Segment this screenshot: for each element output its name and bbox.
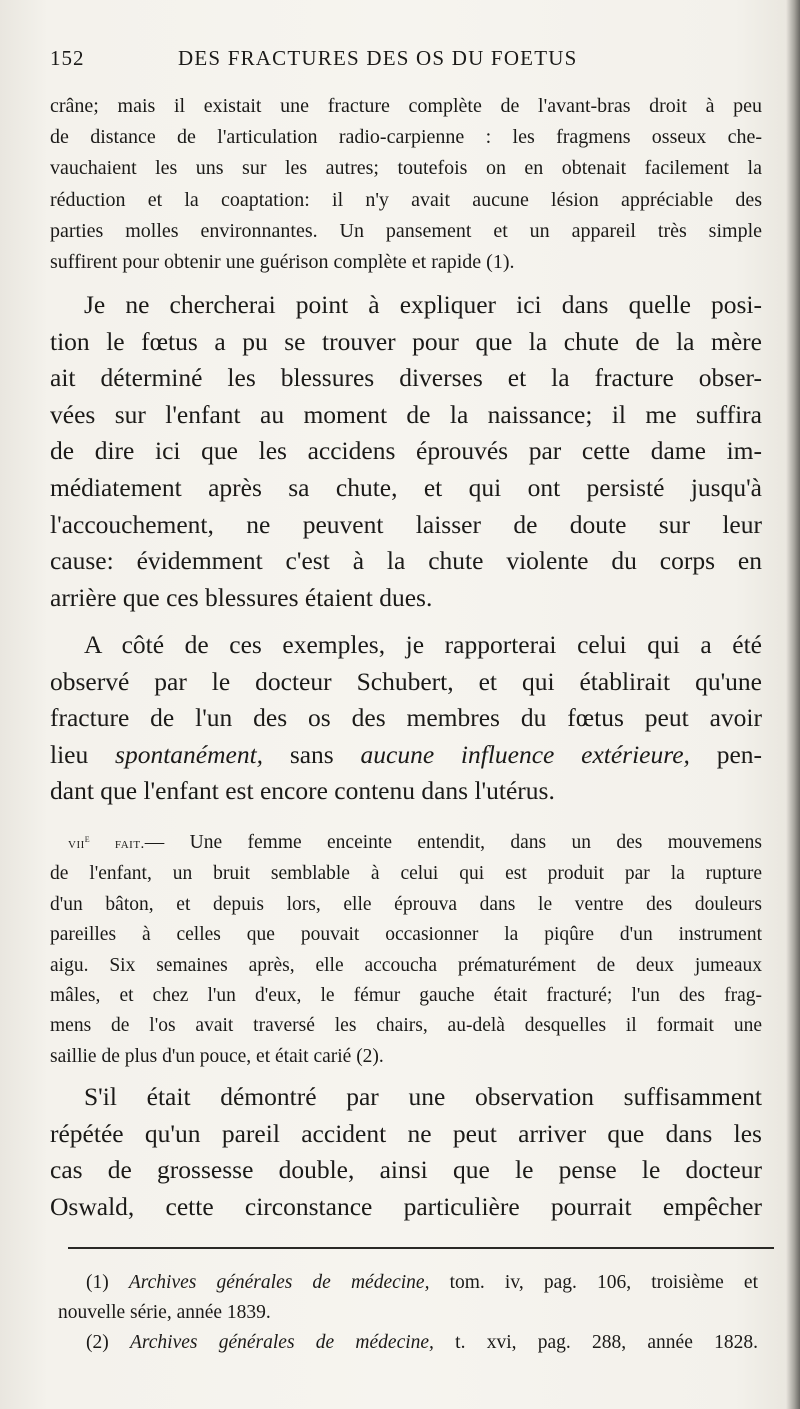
italic-run: spontanément,	[115, 739, 264, 769]
fact-number: vii	[68, 836, 85, 852]
page-header	[50, 42, 762, 76]
text-line: d'un bâton, et depuis lors, elle éprouva dans le ventre des douleurs	[50, 893, 762, 915]
paragraph-discussion	[50, 287, 762, 616]
paragraph-oswald	[50, 1079, 762, 1225]
footnote-title: Archives générales de médecine,	[129, 1332, 434, 1353]
page-edge-shadow	[786, 0, 800, 1409]
footnote-marker: (2)	[86, 1332, 130, 1353]
text-line: de dire ici que les accidens éprouvés par cette dame im-	[50, 436, 762, 466]
text-line: ait déterminé les blessures diverses et la fracture obser-	[50, 363, 762, 393]
text-line: fracture de l'un des os des membres du fœtus peut avoir	[50, 703, 762, 733]
footnote-citation: tom. iv, pag. 106, troisième et	[429, 1272, 758, 1293]
text-run: lieu	[50, 739, 116, 769]
footnote-1	[58, 1268, 758, 1298]
text-line: crâne; mais il existait une fracture complète de l'avant-bras droit à peu	[50, 95, 762, 117]
text-line: suffirent pour obtenir une guérison complète et rapide (1).	[50, 251, 515, 274]
text-line: Je ne chercherai point à expliquer ici dans quelle posi-	[84, 290, 762, 319]
page-number: 152	[50, 46, 85, 70]
text-line-mixed	[50, 823, 762, 859]
text-line: pareilles à celles que pouvait occasionner la piqûre d'un instrument	[50, 924, 762, 946]
text-line: de l'enfant, un bruit semblable à celui qui est produit par la rupture	[50, 863, 762, 885]
running-title: DES FRACTURES DES OS DU FOETUS	[178, 46, 578, 70]
footnote-2	[58, 1328, 758, 1358]
text-line: réduction et la coaptation: il n'y avait aucune lésion appréciable des	[50, 188, 762, 211]
text-line: arrière que ces blessures étaient dues.	[50, 582, 433, 612]
text-line: S'il était démontré par une observation suffisamment	[84, 1082, 762, 1111]
text-run: sans	[263, 739, 361, 769]
text-line: parties molles environnantes. Un pansement et un appareil très simple	[50, 219, 762, 242]
text-run: pen-	[689, 739, 762, 769]
footnote-divider	[68, 1247, 774, 1249]
text-line: répétée qu'un pareil accident ne peut arriver que dans les	[50, 1118, 762, 1148]
footnotes	[58, 1268, 758, 1358]
text-line: cas de grossesse double, ainsi que le pense le docteur	[50, 1155, 762, 1185]
text-line: médiatement après sa chute, et qui ont persisté jusqu'à	[50, 472, 762, 502]
text-line: observé par le docteur Schubert, et qui établirait qu'une	[50, 666, 762, 696]
fact-paragraph	[50, 823, 762, 1072]
text-line: vées sur l'enfant au moment de la naissance; il me suffira	[50, 399, 762, 429]
text-line: de distance de l'articulation radio-carpienne : les fragmens osseux che-	[50, 126, 762, 149]
text-line: cause: évidemment c'est à la chute violente du corps en	[50, 546, 762, 576]
text-line-mixed	[50, 737, 762, 774]
text-line: vauchaient les uns sur les autres; toutefois on en obtenait facilement la	[50, 157, 762, 180]
footnote-citation: t. xvi, pag. 288, année 1828.	[433, 1332, 758, 1353]
text-line: l'accouchement, ne peuvent laisser de doute sur leur	[50, 509, 762, 539]
text-line: mens de l'os avait traversé les chairs, au-delà desquelles il formait une	[50, 1015, 762, 1037]
text-line: A côté de ces exemples, je rapporterai celui qui a été	[84, 630, 762, 659]
text-line: saillie de plus d'un pouce, et était carié (2).	[50, 1045, 384, 1067]
text-line: mâles, et chez l'un d'eux, le fémur gauche était fracturé; l'un des frag-	[50, 985, 762, 1007]
footnote-marker: (1)	[86, 1272, 129, 1293]
fact-label	[68, 831, 145, 852]
fact-number-suffix: e	[84, 831, 91, 845]
text-run: — Une femme enceinte entendit, dans un des mouvemens	[144, 832, 762, 853]
text-line: tion le fœtus a pu se trouver pour que la chute de la mère	[50, 326, 762, 356]
paragraph-continuation	[50, 91, 762, 278]
text-line: Oswald, cette circonstance particulière pourrait empêcher	[50, 1191, 762, 1221]
fact-word: fait.	[90, 836, 145, 852]
footnote-title: Archives générales de médecine,	[128, 1272, 430, 1293]
italic-run: aucune influence extérieure,	[360, 739, 690, 769]
footnote-1-continued: nouvelle série, année 1839.	[58, 1302, 271, 1323]
text-line: aigu. Six semaines après, elle accoucha prématurément de deux jumeaux	[50, 954, 762, 976]
paragraph-schubert	[50, 627, 762, 810]
text-line: dant que l'enfant est encore contenu dans l'utérus.	[50, 776, 555, 806]
